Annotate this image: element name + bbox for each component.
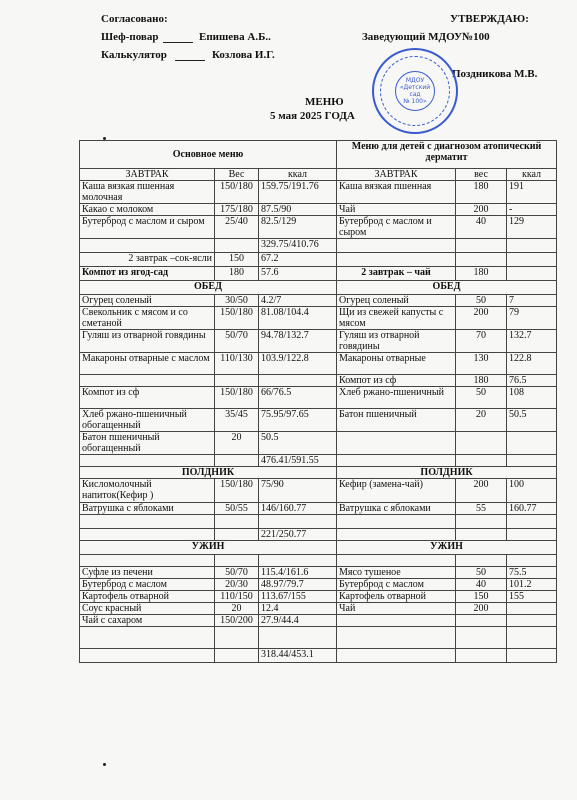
weight-atopic-cell — [456, 515, 507, 529]
dish-atopic-cell: Макароны отварные — [337, 353, 456, 375]
kcal-cell: 67.2 — [259, 253, 337, 267]
table-row — [80, 181, 557, 204]
kcal-cell: 329.75/410.76 — [259, 239, 337, 253]
dish-cell — [80, 515, 215, 529]
dish-atopic-cell: Мясо тушеное — [337, 567, 456, 579]
dish-cell: Ватрушка с яблоками — [80, 503, 215, 515]
table-row — [80, 375, 557, 387]
section-snack-right: ПОЛДНИК — [337, 467, 557, 479]
weight-atopic-cell: 200 — [456, 307, 507, 330]
weight-cell: 110/130 — [215, 353, 259, 375]
kcal-cell: 4.2/7 — [259, 295, 337, 307]
table-row — [80, 591, 557, 603]
table-row — [80, 579, 557, 591]
weight-cell: 35/45 — [215, 409, 259, 432]
dish-cell: Огурец соленый — [80, 295, 215, 307]
dish-atopic-cell — [337, 649, 456, 663]
kcal-atopic-cell — [507, 267, 557, 281]
weight-cell: 150/180 — [215, 181, 259, 204]
dish-atopic-cell — [337, 432, 456, 455]
dish-atopic-cell: Батон пшеничный — [337, 409, 456, 432]
kcal-cell: 318.44/453.1 — [259, 649, 337, 663]
table-row — [80, 295, 557, 307]
dish-atopic-cell: Бутерброд с маслом — [337, 579, 456, 591]
table-row — [80, 204, 557, 216]
kcal-cell: 221/250.77 — [259, 529, 337, 541]
kcal-cell — [259, 515, 337, 529]
dish-cell: Макароны отварные с маслом — [80, 353, 215, 375]
weight-atopic-cell: 70 — [456, 330, 507, 353]
section-breakfast: ЗАВТРАК — [80, 169, 215, 181]
dish-cell — [80, 239, 215, 253]
kcal-atopic-cell — [507, 253, 557, 267]
weight-cell — [215, 627, 259, 649]
col-kcal: ккал — [259, 169, 337, 181]
table-row — [80, 479, 557, 503]
weight-cell: 25/40 — [215, 216, 259, 239]
dish-atopic-cell — [337, 615, 456, 627]
dish-atopic-cell — [337, 455, 456, 467]
table-row — [80, 432, 557, 455]
table-row — [80, 515, 557, 529]
chef-signature-line — [163, 42, 193, 43]
weight-cell: 50/70 — [215, 330, 259, 353]
dish-atopic-cell — [337, 239, 456, 253]
col-kcal-right: ккал — [507, 169, 557, 181]
kcal-cell: 50.5 — [259, 432, 337, 455]
lunch-rows — [80, 295, 557, 467]
dish-atopic-cell: Гуляш из отварной говядины — [337, 330, 456, 353]
weight-cell: 20 — [215, 432, 259, 455]
chef-name: Епишева А.Б.. — [199, 31, 271, 43]
kcal-atopic-cell — [507, 627, 557, 649]
kcal-atopic-cell — [507, 515, 557, 529]
table-row — [80, 615, 557, 627]
kcal-atopic-cell: 50.5 — [507, 409, 557, 432]
dish-cell: Батон пшеничный обогащенный — [80, 432, 215, 455]
kcal-cell: 12.4 — [259, 603, 337, 615]
dish-atopic-cell: Огурец соленый — [337, 295, 456, 307]
dish-cell: Гуляш из отварной говядины — [80, 330, 215, 353]
dish-cell — [80, 649, 215, 663]
weight-atopic-cell: 50 — [456, 295, 507, 307]
kcal-atopic-cell: 122.8 — [507, 353, 557, 375]
kcal-cell: 113.67/155 — [259, 591, 337, 603]
table-row — [80, 216, 557, 239]
table-row — [80, 649, 557, 663]
breakfast-section-row — [80, 169, 557, 181]
table-row — [80, 307, 557, 330]
table-row — [80, 330, 557, 353]
kcal-atopic-cell: 76.5 — [507, 375, 557, 387]
kcal-cell: 476.41/591.55 — [259, 455, 337, 467]
weight-atopic-cell — [456, 253, 507, 267]
snack-rows — [80, 479, 557, 541]
main-menu-header: Основное меню — [80, 141, 337, 169]
dish-cell: Компот из сф — [80, 387, 215, 409]
weight-cell: 50/55 — [215, 503, 259, 515]
dish-cell — [80, 555, 215, 567]
dish-atopic-cell — [337, 253, 456, 267]
table-row — [80, 603, 557, 615]
weight-cell — [215, 455, 259, 467]
dish-cell: Хлеб ржано-пшеничный обогащенный — [80, 409, 215, 432]
table-row — [80, 529, 557, 541]
official-stamp: МДОУ «Детский сад № 100» — [372, 48, 458, 134]
kcal-cell: 94.78/132.7 — [259, 330, 337, 353]
kcal-atopic-cell: 108 — [507, 387, 557, 409]
col-weight-right: вес — [456, 169, 507, 181]
snack-section-row — [80, 467, 557, 479]
weight-atopic-cell: 130 — [456, 353, 507, 375]
calc-name: Козлова И.Г. — [212, 49, 275, 61]
kcal-atopic-cell: 155 — [507, 591, 557, 603]
dish-cell: Какао с молоком — [80, 204, 215, 216]
kcal-atopic-cell — [507, 529, 557, 541]
agreed-label: Согласовано: — [101, 13, 168, 25]
weight-cell: 150/180 — [215, 387, 259, 409]
kcal-atopic-cell: 7 — [507, 295, 557, 307]
kcal-atopic-cell: 79 — [507, 307, 557, 330]
kcal-cell: 66/76.5 — [259, 387, 337, 409]
table-row — [80, 253, 557, 267]
dish-atopic-cell: Картофель отварной — [337, 591, 456, 603]
section-snack: ПОЛДНИК — [80, 467, 337, 479]
dish-cell: Чай с сахаром — [80, 615, 215, 627]
kcal-atopic-cell: 160.77 — [507, 503, 557, 515]
chef-role: Шеф-повар — [101, 31, 159, 43]
kcal-cell: 115.4/161.6 — [259, 567, 337, 579]
weight-atopic-cell — [456, 529, 507, 541]
kcal-cell: 27.9/44.4 — [259, 615, 337, 627]
table-row — [80, 567, 557, 579]
dish-cell: Бутерброд с маслом и сыром — [80, 216, 215, 239]
kcal-cell: 48.97/79.7 — [259, 579, 337, 591]
weight-cell — [215, 375, 259, 387]
kcal-cell: 146/160.77 — [259, 503, 337, 515]
kcal-cell: 159.75/191.76 — [259, 181, 337, 204]
kcal-atopic-cell: 100 — [507, 479, 557, 503]
menu-title: МЕНЮ — [305, 96, 344, 108]
weight-cell — [215, 529, 259, 541]
col-weight: Вес — [215, 169, 259, 181]
kcal-atopic-cell — [507, 432, 557, 455]
kcal-cell: 75/90 — [259, 479, 337, 503]
kcal-atopic-cell: 129 — [507, 216, 557, 239]
table-row — [80, 267, 557, 281]
weight-cell: 150/180 — [215, 479, 259, 503]
dish-atopic-cell: Кефир (замена-чай) — [337, 479, 456, 503]
dish-cell — [80, 375, 215, 387]
weight-atopic-cell — [456, 649, 507, 663]
table-row — [80, 239, 557, 253]
kcal-cell — [259, 555, 337, 567]
dish-atopic-cell: Хлеб ржано-пшеничный — [337, 387, 456, 409]
lunch-section-row — [80, 281, 557, 295]
calc-role: Калькулятор — [101, 49, 167, 61]
section-lunch-right: ОБЕД — [337, 281, 557, 295]
table-row — [80, 409, 557, 432]
dinner-section-row — [80, 541, 557, 555]
weight-cell — [215, 555, 259, 567]
weight-atopic-cell — [456, 239, 507, 253]
kcal-cell — [259, 375, 337, 387]
dish-cell: Каша вязкая пшенная молочная — [80, 181, 215, 204]
weight-cell: 180 — [215, 267, 259, 281]
dish-cell: Картофель отварной — [80, 591, 215, 603]
table-row — [80, 455, 557, 467]
weight-atopic-cell: 180 — [456, 267, 507, 281]
kcal-atopic-cell — [507, 615, 557, 627]
weight-cell — [215, 239, 259, 253]
kcal-atopic-cell: 101.2 — [507, 579, 557, 591]
table-row — [80, 555, 557, 567]
kcal-atopic-cell — [507, 455, 557, 467]
weight-atopic-cell: 20 — [456, 409, 507, 432]
weight-atopic-cell — [456, 627, 507, 649]
weight-cell: 150/200 — [215, 615, 259, 627]
dish-cell: Суфле из печени — [80, 567, 215, 579]
kcal-cell: 87.5/90 — [259, 204, 337, 216]
scan-mark-bottom — [103, 763, 106, 766]
weight-atopic-cell: 40 — [456, 579, 507, 591]
dish-atopic-cell — [337, 529, 456, 541]
weight-atopic-cell: 40 — [456, 216, 507, 239]
kcal-atopic-cell — [507, 649, 557, 663]
weight-atopic-cell: 150 — [456, 591, 507, 603]
kcal-cell — [259, 627, 337, 649]
dish-cell: Кисломолочный напиток(Кефир ) — [80, 479, 215, 503]
dish-atopic-cell: Щи из свежей капусты с мясом — [337, 307, 456, 330]
dish-atopic-cell — [337, 555, 456, 567]
weight-atopic-cell — [456, 555, 507, 567]
dish-cell: Компот из ягод-сад — [80, 267, 215, 281]
kcal-atopic-cell: - — [507, 204, 557, 216]
approve-label: УТВЕРЖДАЮ: — [450, 13, 529, 25]
kcal-cell: 81.08/104.4 — [259, 307, 337, 330]
weight-cell: 30/50 — [215, 295, 259, 307]
weight-atopic-cell: 50 — [456, 567, 507, 579]
weight-atopic-cell: 180 — [456, 181, 507, 204]
dinner-rows — [80, 555, 557, 663]
weight-atopic-cell: 200 — [456, 479, 507, 503]
dish-cell — [80, 529, 215, 541]
weight-atopic-cell: 55 — [456, 503, 507, 515]
table-row — [80, 387, 557, 409]
section-dinner-right: УЖИН — [337, 541, 557, 555]
weight-cell: 110/150 — [215, 591, 259, 603]
atopic-menu-header: Меню для детей с диагнозом атопический дерматит — [337, 141, 557, 169]
weight-cell — [215, 649, 259, 663]
kcal-cell: 103.9/122.8 — [259, 353, 337, 375]
weight-atopic-cell: 50 — [456, 387, 507, 409]
weight-cell: 50/70 — [215, 567, 259, 579]
kcal-atopic-cell: 75.5 — [507, 567, 557, 579]
dish-cell: Бутерброд с маслом — [80, 579, 215, 591]
head-name: Поздникова М.В. — [452, 68, 538, 80]
dish-atopic-cell: Чай — [337, 204, 456, 216]
menu-table — [79, 140, 557, 663]
breakfast-rows — [80, 181, 557, 281]
dish-atopic-cell — [337, 627, 456, 649]
weight-cell: 20/30 — [215, 579, 259, 591]
weight-atopic-cell — [456, 615, 507, 627]
table-row — [80, 503, 557, 515]
dish-atopic-cell: Ватрушка с яблоками — [337, 503, 456, 515]
dish-cell — [80, 455, 215, 467]
dish-atopic-cell: Бутерброд с маслом и сыром — [337, 216, 456, 239]
weight-atopic-cell: 200 — [456, 204, 507, 216]
section-breakfast-right: ЗАВТРАК — [337, 169, 456, 181]
weight-cell: 150 — [215, 253, 259, 267]
weight-atopic-cell: 180 — [456, 375, 507, 387]
kcal-cell: 82.5/129 — [259, 216, 337, 239]
weight-atopic-cell — [456, 455, 507, 467]
kcal-atopic-cell — [507, 555, 557, 567]
dish-cell: 2 завтрак –сок-ясли — [80, 253, 215, 267]
section-dinner: УЖИН — [80, 541, 337, 555]
dish-cell: Свекольник с мясом и со сметаной — [80, 307, 215, 330]
weight-cell: 175/180 — [215, 204, 259, 216]
kcal-cell: 75.95/97.65 — [259, 409, 337, 432]
calc-signature-line — [175, 60, 205, 61]
weight-cell: 20 — [215, 603, 259, 615]
dish-atopic-cell: Чай — [337, 603, 456, 615]
dish-atopic-cell: Компот из сф — [337, 375, 456, 387]
table-header-row — [80, 141, 557, 169]
kcal-atopic-cell — [507, 239, 557, 253]
kcal-atopic-cell: 132.7 — [507, 330, 557, 353]
weight-cell: 150/180 — [215, 307, 259, 330]
kcal-atopic-cell — [507, 603, 557, 615]
weight-cell — [215, 515, 259, 529]
kcal-atopic-cell: 191 — [507, 181, 557, 204]
head-role: Заведующий МДОУ№100 — [362, 31, 490, 43]
table-row — [80, 353, 557, 375]
kcal-cell: 57.6 — [259, 267, 337, 281]
dish-atopic-cell: 2 завтрак – чай — [337, 267, 456, 281]
section-lunch: ОБЕД — [80, 281, 337, 295]
menu-date: 5 мая 2025 ГОДА — [270, 110, 355, 122]
dish-cell — [80, 627, 215, 649]
weight-atopic-cell: 200 — [456, 603, 507, 615]
dish-atopic-cell: Каша вязкая пшенная — [337, 181, 456, 204]
dish-atopic-cell — [337, 515, 456, 529]
weight-atopic-cell — [456, 432, 507, 455]
table-row — [80, 627, 557, 649]
dish-cell: Соус красный — [80, 603, 215, 615]
